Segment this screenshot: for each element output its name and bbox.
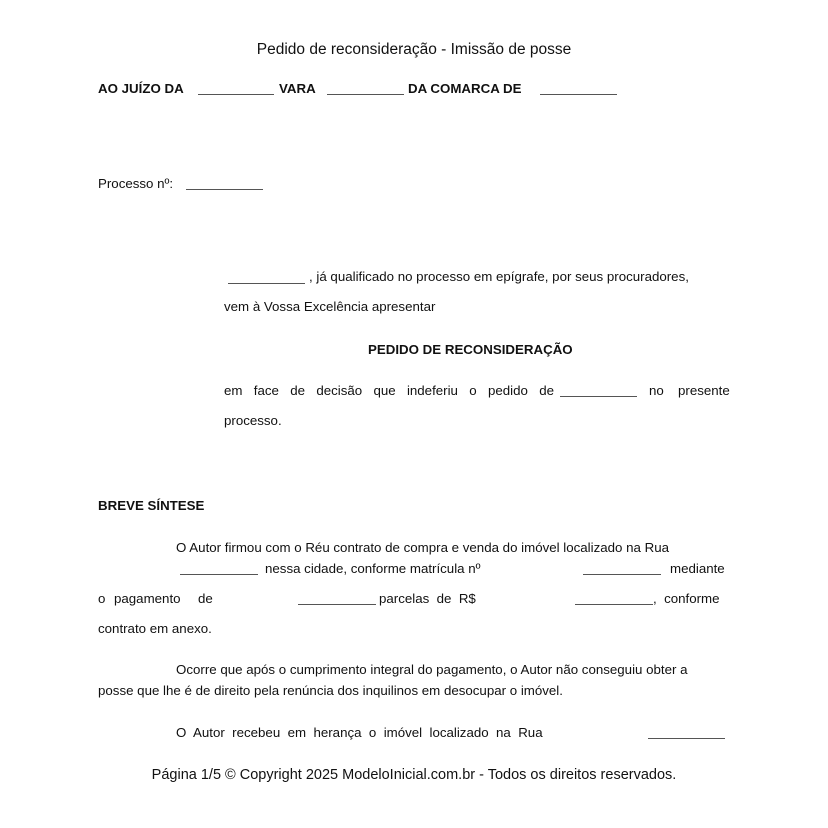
decision-line-1: [224, 383, 554, 399]
word: o: [469, 383, 477, 398]
breve-sintese-heading: BREVE SÍNTESE: [98, 498, 205, 513]
word: de: [290, 383, 306, 398]
word: indeferiu: [406, 383, 458, 398]
blank-comarca[interactable]: [540, 94, 617, 95]
paragraph-1-line-2-mid: nessa cidade, conforme matrícula nº: [265, 561, 481, 576]
paragraph-1-line-3-a: o: [98, 591, 106, 606]
court-header-ao-juizo: AO JUÍZO DA: [98, 81, 184, 96]
intro-line-2: vem à Vossa Excelência apresentar: [224, 299, 436, 314]
paragraph-1-line-1: O Autor firmou com o Réu contrato de compra e venda do imóvel localizado na Rua: [176, 540, 669, 555]
blank-processo[interactable]: [186, 189, 263, 190]
document-title: Pedido de reconsideração - Imissão de posse: [256, 41, 572, 58]
blank-juizo[interactable]: [198, 94, 274, 95]
word: de: [539, 383, 554, 398]
word: face: [253, 383, 279, 398]
processo-label: Processo nº:: [98, 176, 174, 191]
word: pedido: [487, 383, 528, 398]
court-header-vara: VARA: [279, 81, 316, 96]
paragraph-1-line-3-c: de: [198, 591, 213, 606]
paragraph-1-line-3-end: , conforme: [653, 591, 720, 606]
blank-vara[interactable]: [327, 94, 404, 95]
blank-parcelas[interactable]: [298, 604, 376, 605]
word: decisão: [316, 383, 363, 398]
blank-valor[interactable]: [575, 604, 653, 605]
paragraph-1-line-4: contrato em anexo.: [98, 621, 212, 636]
page-footer: Página 1/5 © Copyright 2025 ModeloInicial.com.br - Todos os direitos reservados.: [151, 767, 677, 783]
paragraph-2-line-1: Ocorre que após o cumprimento integral do pagamento, o Autor não conseguiu obter a: [176, 662, 688, 677]
intro-line-1: , já qualificado no processo em epígrafe, por seus procuradores,: [309, 269, 689, 284]
word: que: [373, 383, 396, 398]
blank-party-name[interactable]: [228, 283, 305, 284]
paragraph-1-line-3-mid: parcelas de R$: [379, 591, 476, 606]
decision-line-2: processo.: [224, 413, 282, 428]
word: em: [224, 383, 243, 398]
paragraph-1-line-3-b: pagamento: [114, 591, 181, 606]
court-header-comarca: DA COMARCA DE: [408, 81, 522, 96]
blank-pedido[interactable]: [560, 396, 637, 397]
blank-rua-heranca[interactable]: [648, 738, 725, 739]
paragraph-2-line-2: posse que lhe é de direito pela renúncia dos inquilinos em desocupar o imóvel.: [98, 683, 563, 698]
section-title: PEDIDO DE RECONSIDERAÇÃO: [368, 342, 573, 357]
paragraph-1-line-2-end: mediante: [670, 561, 725, 576]
paragraph-3-line-1: O Autor recebeu em herança o imóvel localizado na Rua: [176, 725, 543, 740]
blank-matricula[interactable]: [583, 574, 661, 575]
decision-line-1-end-b: presente: [678, 383, 730, 398]
decision-line-1-end-a: no: [649, 383, 664, 398]
blank-rua[interactable]: [180, 574, 258, 575]
